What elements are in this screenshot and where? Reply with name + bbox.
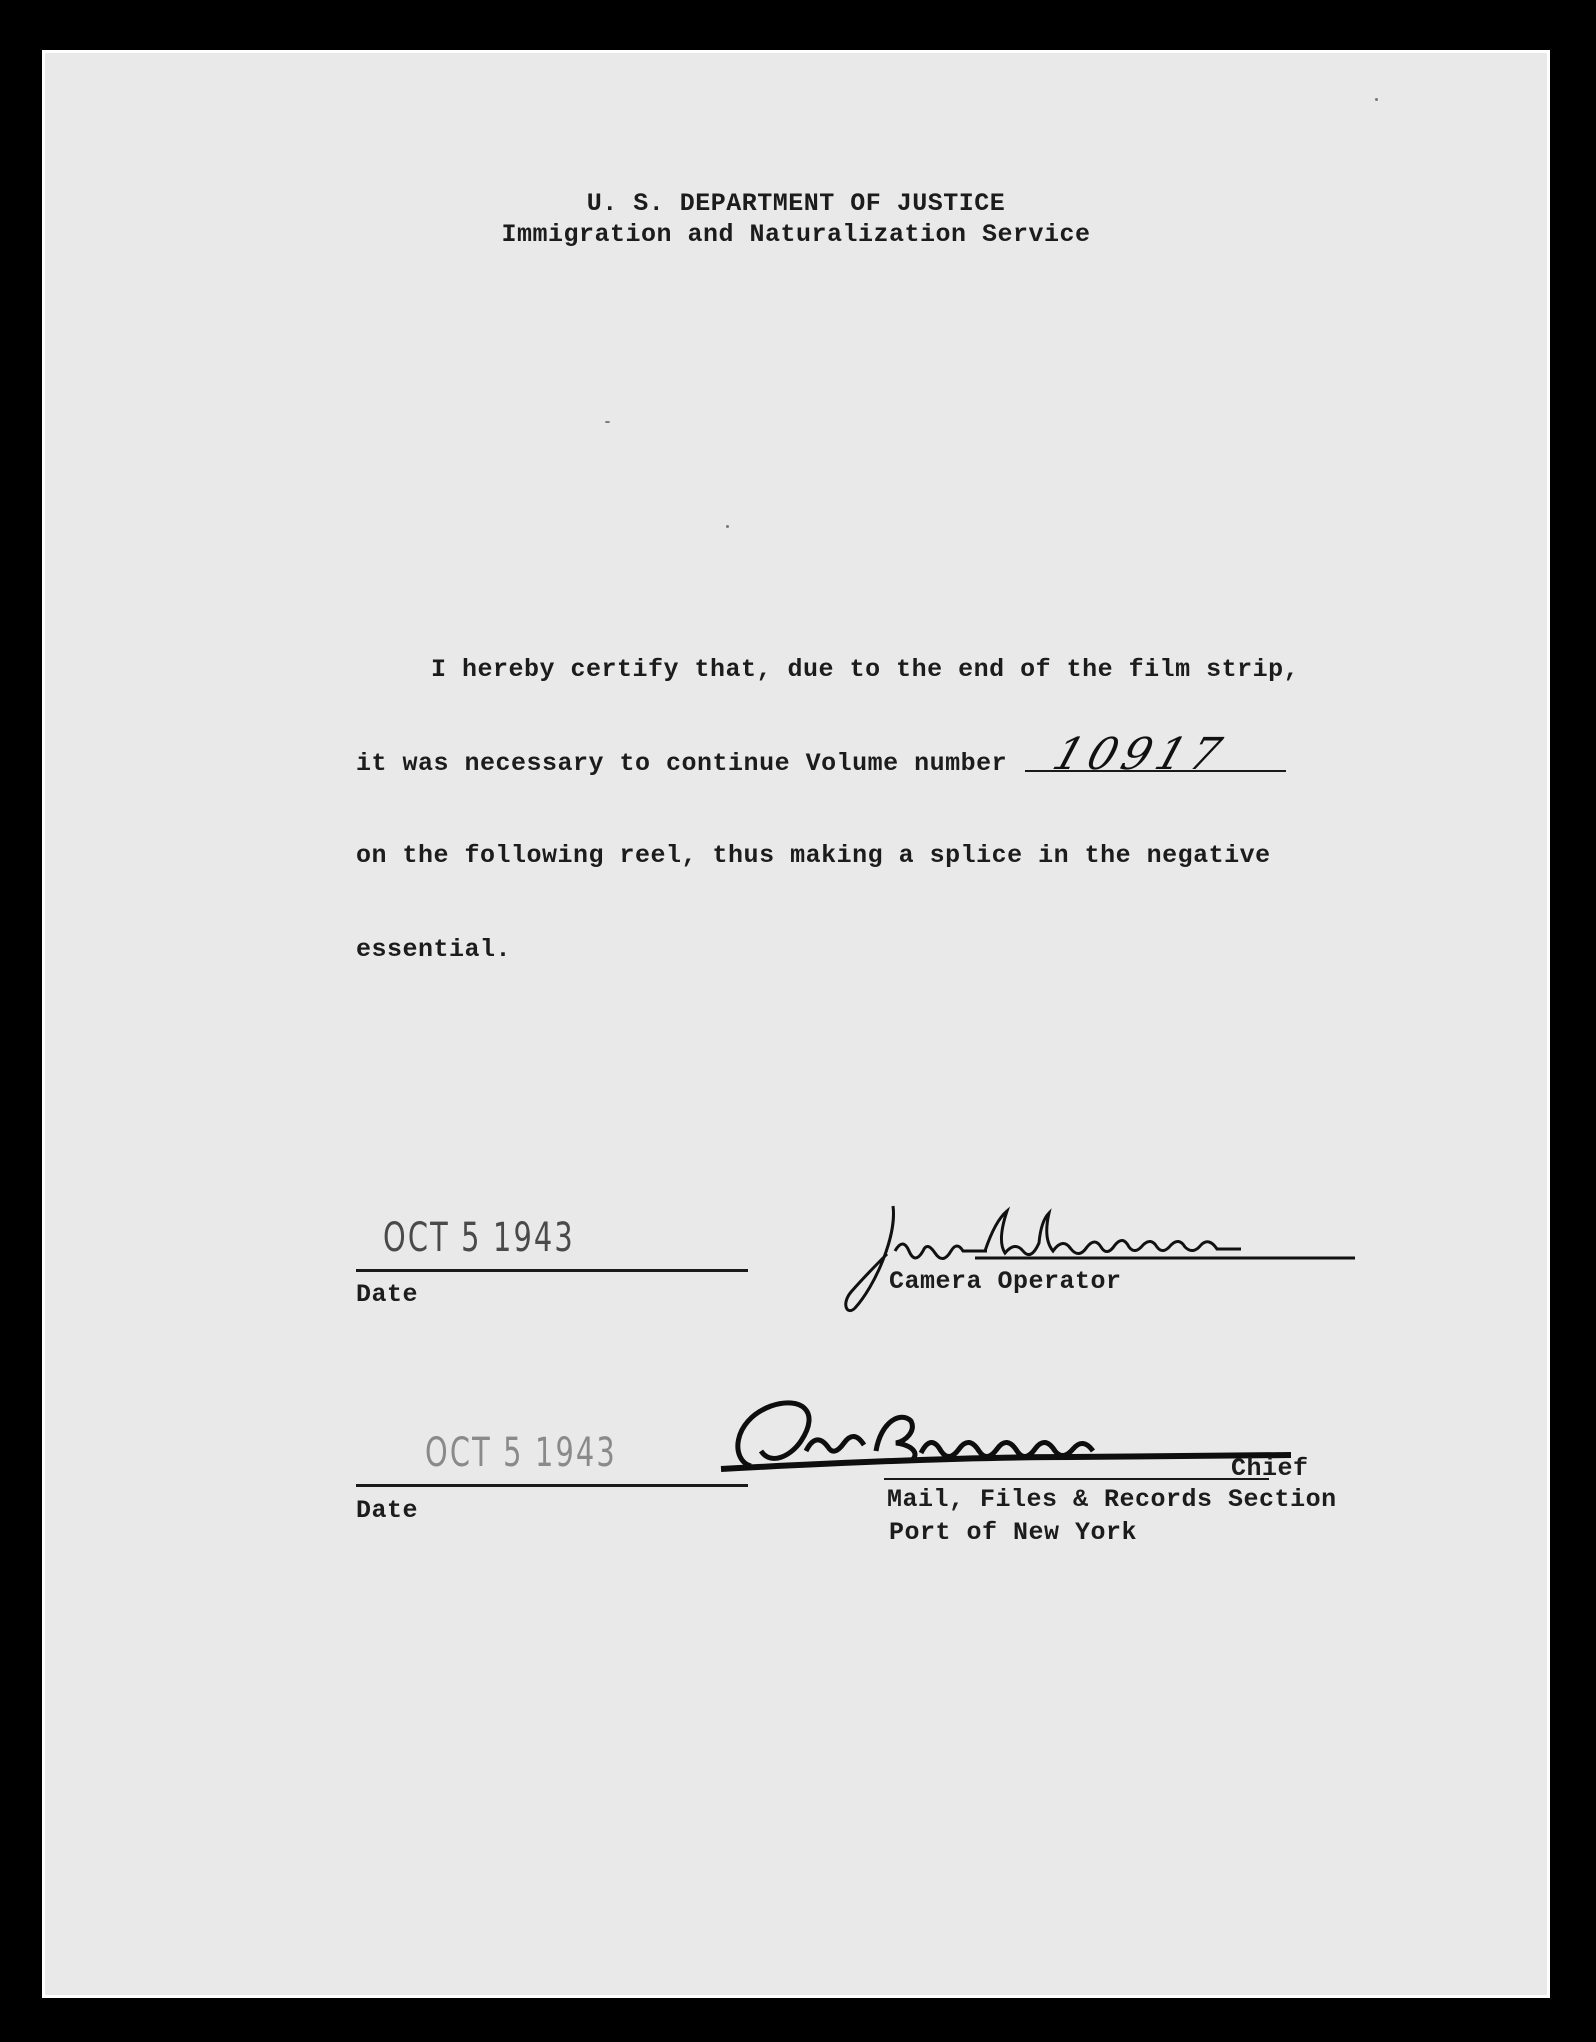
paper-speck xyxy=(605,421,610,423)
certify-line-2: it was necessary to continue Volume number xyxy=(356,749,1008,778)
chief-date-line xyxy=(356,1484,748,1487)
camera-operator-title: Camera Operator xyxy=(889,1267,1122,1296)
camera-operator-signature xyxy=(835,1196,1355,1316)
volume-number-handwritten: 10917 xyxy=(1046,729,1234,780)
operator-date-stamp: OCT 5 1943 xyxy=(383,1215,575,1261)
chief-signature xyxy=(711,1381,1311,1491)
paper-speck xyxy=(1375,98,1378,101)
certify-line-3: on the following reel, thus making a splice in the negative xyxy=(356,841,1271,870)
chief-date-stamp: OCT 5 1943 xyxy=(425,1430,617,1476)
operator-date-label: Date xyxy=(356,1280,419,1309)
service-heading: Immigration and Naturalization Service xyxy=(501,220,1091,249)
department-heading: U. S. DEPARTMENT OF JUSTICE xyxy=(586,189,1006,218)
chief-title: Chief xyxy=(1231,1454,1309,1483)
certify-line-4: essential. xyxy=(356,935,512,964)
document-page xyxy=(42,50,1550,1998)
certify-line-1: I hereby certify that, due to the end of the film strip, xyxy=(431,655,1300,684)
chief-office: Mail, Files & Records Section xyxy=(887,1485,1337,1514)
chief-port: Port of New York xyxy=(889,1518,1138,1547)
paper-speck xyxy=(726,525,729,528)
operator-date-line xyxy=(356,1269,748,1272)
chief-signature-line xyxy=(884,1478,1269,1480)
chief-date-label: Date xyxy=(356,1496,419,1525)
